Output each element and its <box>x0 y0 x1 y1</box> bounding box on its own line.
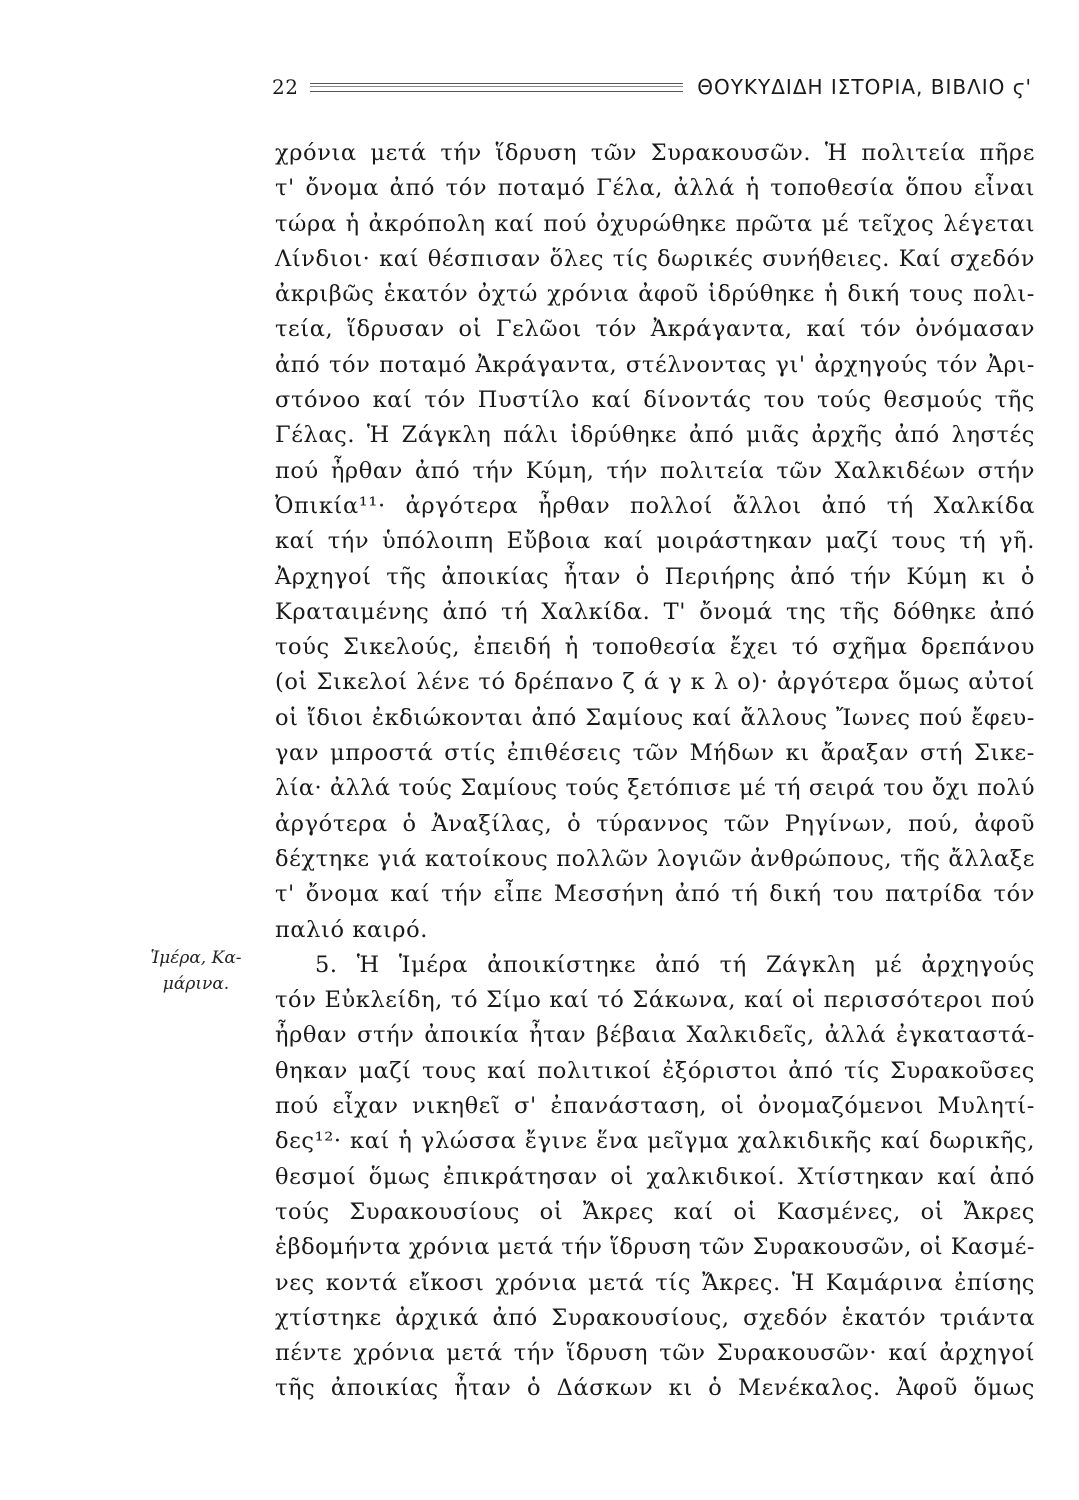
text-line: τῆς ἀποικίας ἦταν ὁ Δάσκων κι ὁ Μενέκαλος. Ἀφοῦ ὅμως <box>275 1375 1035 1402</box>
header-rule <box>310 83 683 92</box>
text-line: χτίστηκε ἀρχικά ἀπό Συρακουσίους, σχεδόν ἑκατόν τριάντα <box>275 1304 1035 1331</box>
text-line-paragraph-start: 5. Ἡ Ἱμέρα ἀποικίστηκε ἀπό τή Ζάγκλη μέ ἀρχηγούς <box>315 951 1035 978</box>
text-line: τεία, ἵδρυσαν οἱ Γελῶοι τόν Ἀκράγαντα, καί τόν ὀνόμασαν <box>275 316 1035 343</box>
text-line: ἀπό τόν ποταμό Ἀκράγαντα, στέλνοντας γι' ἀρχηγούς τόν Ἀρι- <box>275 351 1035 378</box>
text-line: χρόνια μετά τήν ἵδρυση τῶν Συρακουσῶν. Ἡ πολιτεία πῆρε <box>275 140 1035 166</box>
text-line: πέντε χρόνια μετά τήν ἵδρυση τῶν Συρακουσῶν· καί ἀρχηγοί <box>275 1340 1035 1367</box>
body-text <box>275 136 1035 1407</box>
text-line: θηκαν μαζί τους καί πολιτικοί ἐξόριστοι ἀπό τίς Συρακοῦσες <box>275 1057 1035 1084</box>
text-line: τ' ὄνομα ἀπό τόν ποταμό Γέλα, ἀλλά ἡ τοποθεσία ὅπου εἶναι <box>275 175 1035 202</box>
page-number: 22 <box>272 75 299 99</box>
margin-note-line: Ἱμέρα, Κα- <box>150 948 242 968</box>
text-line: δέχτηκε γιά κατοίκους πολλῶν λογιῶν ἀνθρώπους, τῆς ἄλλαξε <box>275 845 1035 872</box>
text-line: δες¹²· καί ἡ γλώσσα ἔγινε ἕνα μεῖγμα χαλκιδικῆς καί δωρικῆς, <box>275 1128 1035 1155</box>
text-line: ἑβδομήντα χρόνια μετά τήν ἵδρυση τῶν Συρακουσῶν, οἱ Κασμέ- <box>275 1234 1035 1261</box>
margin-note <box>150 945 242 997</box>
text-line: στόνοο καί τόν Πυστίλο καί δίνοντάς του τούς θεσμούς τῆς <box>275 387 1035 414</box>
text-line: πού εἶχαν νικηθεῖ σ' ἐπανάσταση, οἱ ὀνομαζόμενοι Μυλητί- <box>275 1093 1035 1120</box>
text-line: οἱ ἴδιοι ἐκδιώκονται ἀπό Σαμίους καί ἄλλους Ἴωνες πού ἔφευ- <box>275 704 1035 731</box>
margin-note-line: μάρινα. <box>162 974 230 994</box>
text-line: καί τήν ὑπόλοιπη Εὔβοια καί μοιράστηκαν μαζί τους τή γῆ. <box>275 528 1035 555</box>
text-line: λία· ἀλλά τούς Σαμίους τούς ξετόπισε μέ τή σειρά του ὄχι πολύ <box>275 775 1035 802</box>
text-line: (οἱ Σικελοί λένε τό δρέπανο ζ ά γ κ λ ο)· ἀργότερα ὅμως αὐτοί <box>275 669 1035 696</box>
text-line: θεσμοί ὅμως ἐπικράτησαν οἱ χαλκιδικοί. Χτίστηκαν καί ἀπό <box>275 1163 1035 1190</box>
text-line: τώρα ἡ ἀκρόπολη καί πού ὀχυρώθηκε πρῶτα μέ τεῖχος λέγεται <box>275 210 1035 237</box>
text-line: παλιό καιρό. <box>275 916 428 943</box>
text-line: Ὀπικία¹¹· ἀργότερα ἦρθαν πολλοί ἄλλοι ἀπό τή Χαλκίδα <box>275 492 1035 519</box>
running-head <box>272 72 1032 102</box>
text-line: ἀργότερα ὁ Ἀναξίλας, ὁ τύραννος τῶν Ρηγίνων, πού, ἀφοῦ <box>275 810 1035 837</box>
text-line: ἀκριβῶς ἑκατόν ὀχτώ χρόνια ἀφοῦ ἱδρύθηκε ἡ δική τους πολι- <box>275 281 1035 308</box>
text-line: γαν μπροστά στίς ἐπιθέσεις τῶν Μήδων κι ἄραξαν στή Σικε- <box>275 740 1035 767</box>
text-line: Κραταιμένης ἀπό τή Χαλκίδα. Τ' ὄνομά της τῆς δόθηκε ἀπό <box>275 598 1035 625</box>
text-line: Γέλας. Ἡ Ζάγκλη πάλι ἱδρύθηκε ἀπό μιᾶς ἀρχῆς ἀπό ληστές <box>275 422 1035 449</box>
text-line: τόν Εὐκλείδη, τό Σίμο καί τό Σάκωνα, καί οἱ περισσότεροι πού <box>275 987 1035 1014</box>
text-line: νες κοντά εἴκοσι χρόνια μετά τίς Ἄκρες. Ἡ Καμάρινα ἐπίσης <box>275 1269 1035 1296</box>
text-line: τούς Σικελούς, ἐπειδή ἡ τοποθεσία ἔχει τό σχῆμα δρεπάνου <box>275 634 1035 661</box>
text-line: πού ἦρθαν ἀπό τήν Κύμη, τήν πολιτεία τῶν Χαλκιδέων στήν <box>275 457 1035 484</box>
text-line: Ἀρχηγοί τῆς ἀποικίας ἦταν ὁ Περιήρης ἀπό τήν Κύμη κι ὁ <box>275 563 1035 590</box>
text-line: τούς Συρακουσίους οἱ Ἄκρες καί οἱ Κασμένες, οἱ Ἄκρες <box>275 1198 1035 1225</box>
text-line: ἦρθαν στήν ἀποικία ἦταν βέβαια Χαλκιδεῖς, ἀλλά ἐγκαταστά- <box>275 1022 1035 1049</box>
text-line: Λίνδιοι· καί θέσπισαν ὅλες τίς δωρικές συνήθειες. Καί σχεδόν <box>275 245 1035 272</box>
book-title: ΘΟΥΚΥΔΙΔΗ ΙΣΤΟΡΙΑ, ΒΙΒΛΙΟ ϛ' <box>697 75 1032 99</box>
text-line: τ' ὄνομα καί τήν εἶπε Μεσσήνη ἀπό τή δική του πατρίδα τόν <box>275 881 1035 908</box>
